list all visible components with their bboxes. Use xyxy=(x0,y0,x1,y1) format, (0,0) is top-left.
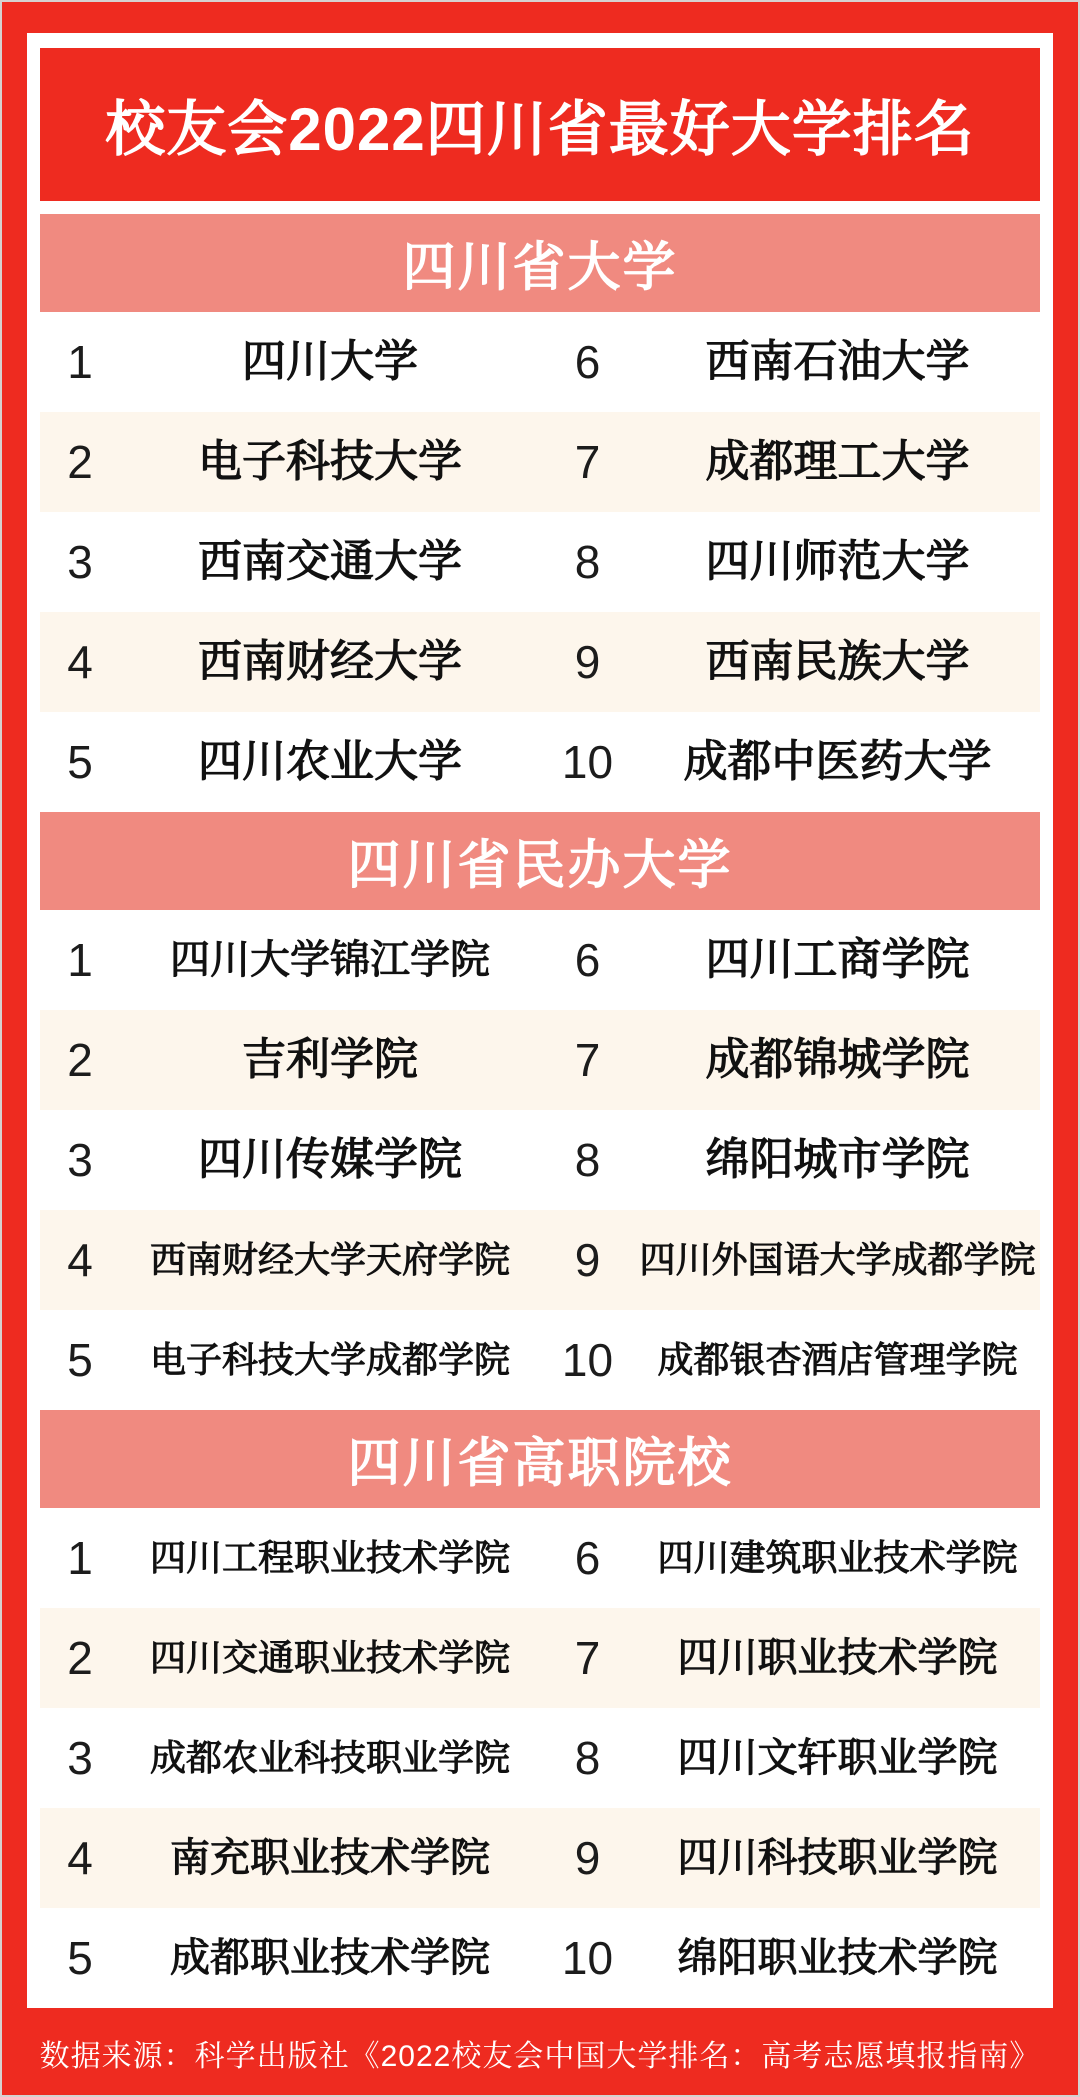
university-name: 西南财经大学天府学院 xyxy=(149,1239,510,1280)
rank-number: 1 xyxy=(67,934,93,986)
university-name: 四川交通职业技术学院 xyxy=(149,1637,510,1678)
rank-number: 8 xyxy=(574,1134,601,1186)
university-name: 电子科技大学成都学院 xyxy=(149,1339,510,1380)
rank-number: 10 xyxy=(561,1932,614,1984)
university-name: 吉利学院 xyxy=(242,1035,418,1084)
university-name: 四川工商学院 xyxy=(705,935,970,984)
university-name: 成都理工大学 xyxy=(705,437,970,486)
rank-number: 5 xyxy=(67,736,93,788)
ranking-row xyxy=(40,712,1040,812)
rank-number: 1 xyxy=(67,1532,93,1584)
university-name: 西南民族大学 xyxy=(705,637,970,686)
university-name: 四川职业技术学院 xyxy=(677,1636,998,1680)
university-name: 成都银杏酒店管理学院 xyxy=(657,1339,1018,1380)
rank-number: 2 xyxy=(67,436,93,488)
university-name: 南充职业技术学院 xyxy=(170,1836,490,1880)
rank-number: 2 xyxy=(67,1632,93,1684)
rank-number: 10 xyxy=(561,736,614,788)
section-title: 四川省大学 xyxy=(402,238,678,297)
footer-strip xyxy=(2,2010,1078,2095)
rank-number: 1 xyxy=(67,336,93,388)
ranking-row xyxy=(40,312,1040,412)
rank-number: 4 xyxy=(67,1234,93,1286)
rank-number: 7 xyxy=(574,1632,601,1684)
rank-number: 6 xyxy=(574,336,601,388)
section-header-vocational-colleges xyxy=(40,1410,1040,1508)
university-name: 西南石油大学 xyxy=(705,337,970,386)
ranking-row xyxy=(40,1010,1040,1110)
ranking-row xyxy=(40,1210,1040,1310)
university-name: 四川大学 xyxy=(242,337,418,386)
university-name: 电子科技大学 xyxy=(198,437,462,486)
university-name: 四川大学锦江学院 xyxy=(170,938,490,982)
rank-number: 9 xyxy=(574,636,601,688)
rank-number: 8 xyxy=(574,1732,601,1784)
rank-number: 9 xyxy=(574,1832,601,1884)
university-name: 四川农业大学 xyxy=(198,737,462,786)
university-name: 成都中医药大学 xyxy=(683,737,992,786)
rank-number: 3 xyxy=(67,536,93,588)
ranking-row xyxy=(40,1808,1040,1908)
rank-number: 4 xyxy=(67,1832,93,1884)
rank-number: 9 xyxy=(574,1234,601,1286)
rank-number: 3 xyxy=(67,1732,93,1784)
university-name: 成都职业技术学院 xyxy=(170,1936,490,1980)
rank-number: 5 xyxy=(67,1334,93,1386)
rank-number: 4 xyxy=(67,636,93,688)
ranking-row xyxy=(40,1708,1040,1808)
university-name: 四川文轩职业学院 xyxy=(677,1736,998,1780)
rank-number: 6 xyxy=(574,1532,601,1584)
section-title: 四川省高职院校 xyxy=(347,1434,733,1493)
university-name: 四川师范大学 xyxy=(705,537,970,586)
ranking-row xyxy=(40,1110,1040,1210)
university-name: 成都锦城学院 xyxy=(705,1035,970,1084)
ranking-row xyxy=(40,910,1040,1010)
page-title: 校友会2022四川省最好大学排名 xyxy=(105,95,975,163)
rank-number: 10 xyxy=(561,1334,614,1386)
university-name: 成都农业科技职业学院 xyxy=(149,1737,510,1778)
university-name: 绵阳职业技术学院 xyxy=(677,1936,998,1980)
ranking-row xyxy=(40,1908,1040,2008)
university-name: 四川外国语大学成都学院 xyxy=(639,1239,1036,1280)
section-title: 四川省民办大学 xyxy=(347,836,733,895)
section-header-public-universities xyxy=(40,214,1040,312)
data-source-note: 数据来源：科学出版社《2022校友会中国大学排名：高考志愿填报指南》 xyxy=(39,2039,1041,2073)
title-banner xyxy=(40,48,1040,201)
ranking-row xyxy=(40,1508,1040,1608)
section-header-private-universities xyxy=(40,812,1040,910)
university-name: 西南交通大学 xyxy=(198,537,462,586)
rank-number: 5 xyxy=(67,1932,93,1984)
rank-number: 6 xyxy=(574,934,601,986)
university-name: 西南财经大学 xyxy=(198,637,462,686)
ranking-row xyxy=(40,1608,1040,1708)
rank-number: 2 xyxy=(67,1034,93,1086)
ranking-row xyxy=(40,612,1040,712)
university-name: 四川工程职业技术学院 xyxy=(149,1537,510,1578)
ranking-row xyxy=(40,412,1040,512)
rank-number: 7 xyxy=(574,436,601,488)
content-panel xyxy=(27,33,1053,2008)
rank-number: 3 xyxy=(67,1134,93,1186)
ranking-row xyxy=(40,1310,1040,1410)
university-name: 绵阳城市学院 xyxy=(705,1135,970,1184)
rank-number: 8 xyxy=(574,536,601,588)
university-name: 四川科技职业学院 xyxy=(677,1836,998,1880)
ranking-row xyxy=(40,512,1040,612)
university-name: 四川建筑职业技术学院 xyxy=(657,1537,1018,1578)
rank-number: 7 xyxy=(574,1034,601,1086)
university-name: 四川传媒学院 xyxy=(198,1135,462,1184)
